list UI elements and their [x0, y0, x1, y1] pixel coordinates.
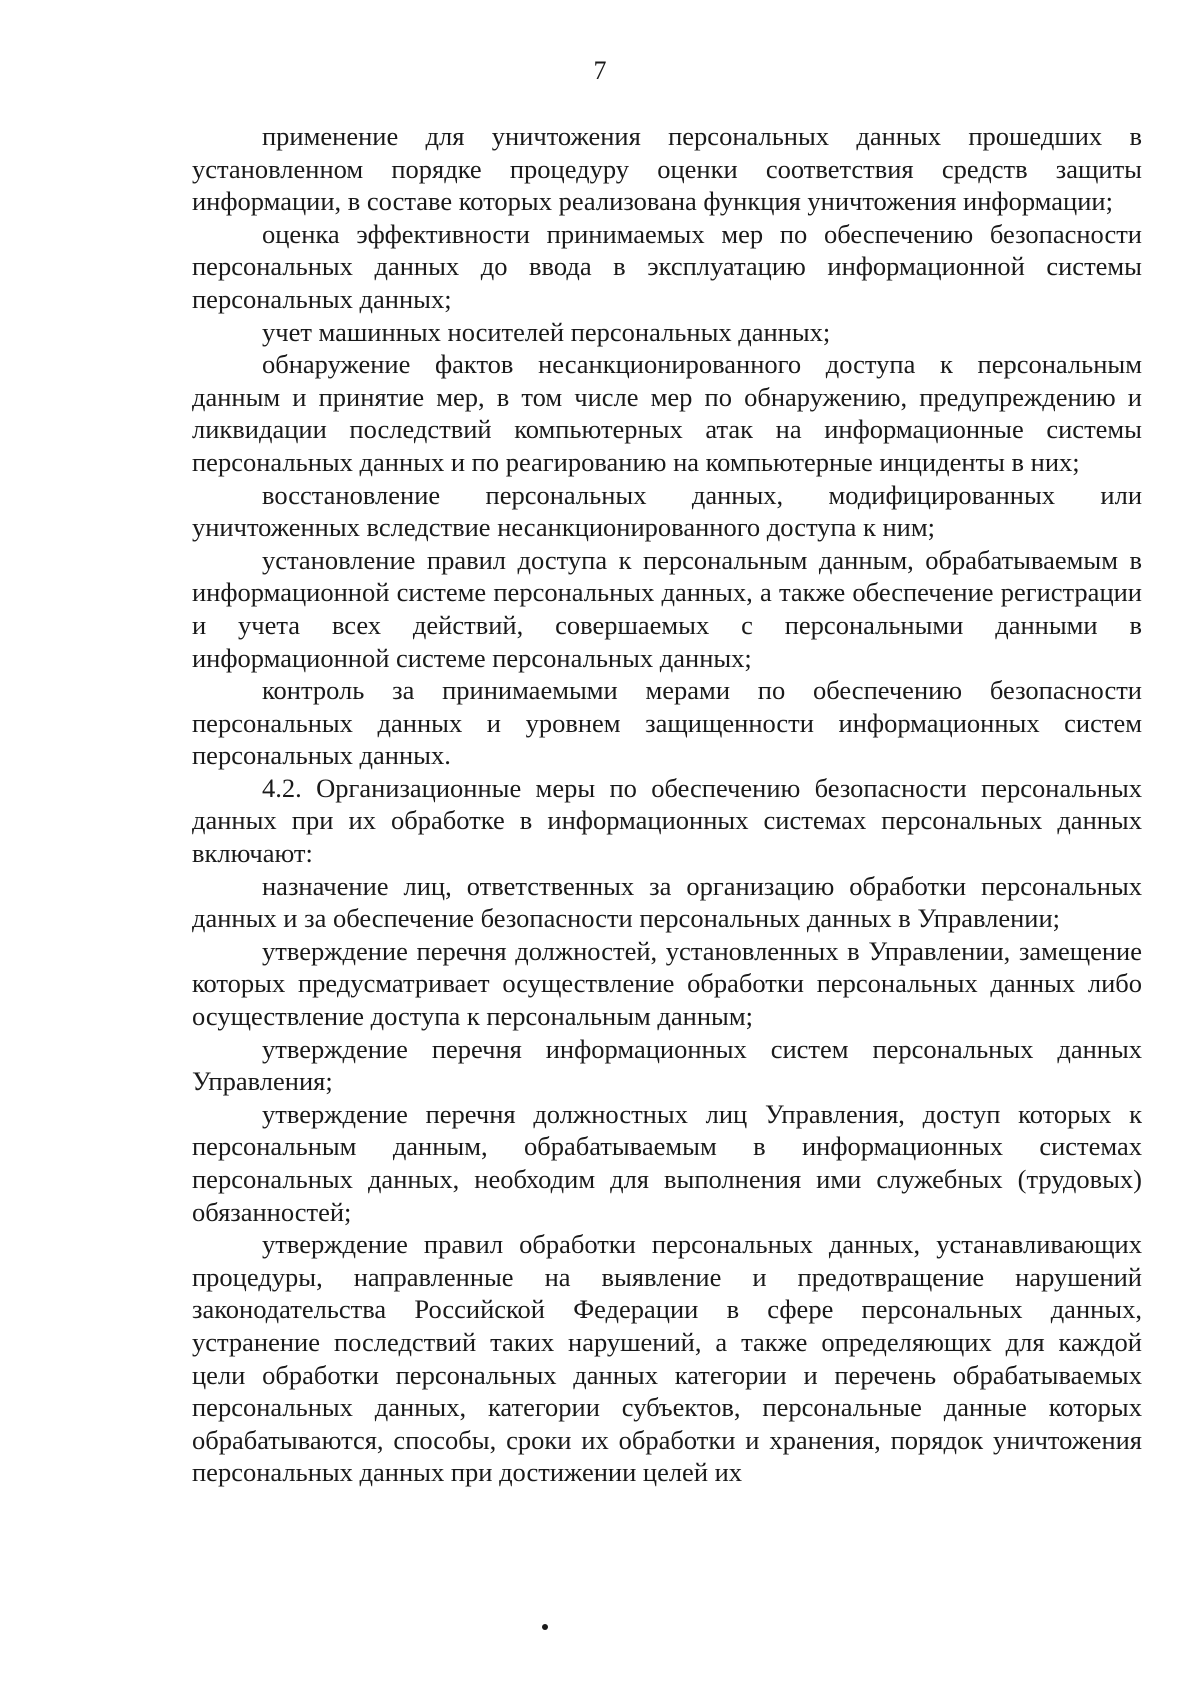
paragraph: восстановление персональных данных, модифицированных или уничтоженных вследствие несанкционированного доступа к ним; [192, 479, 1142, 543]
paragraph: оценка эффективности принимаемых мер по обеспечению безопасности персональных данных до ввода в эксплуатацию информационной системы персональных данных; [192, 218, 1142, 314]
page-number: 7 [593, 56, 607, 85]
paragraph: утверждение перечня должностных лиц Управления, доступ которых к персональным данным, обрабатываемым в информационных системах персональных данных, необходим для выполнения ими служебных (трудовых) обязанностей; [192, 1098, 1142, 1227]
document-body [192, 120, 1142, 1489]
paragraph: применение для уничтожения персональных данных прошедших в установленном порядке процедуру оценки соответствия средств защиты информации, в составе которых реализована функция уничтожения информации; [192, 121, 1142, 217]
paragraph: учет машинных носителей персональных данных; [262, 316, 831, 347]
section-heading-paragraph: 4.2. Организационные меры по обеспечению безопасности персональных данных при их обработке в информационных системах персональных данных включают: [192, 772, 1142, 869]
paragraph: контроль за принимаемыми мерами по обеспечению безопасности персональных данных и уровнем защищенности информационных систем персональных данных. [192, 675, 1142, 771]
scan-dot-mark [542, 1624, 548, 1630]
paragraph: установление правил доступа к персональным данным, обрабатываемым в информационной системе персональных данных, а также обеспечение регистрации и учета всех действий, совершаемых с персональными данными в информационной системе персональных данных; [192, 544, 1142, 673]
paragraph: утверждение перечня должностей, установленных в Управлении, замещение которых предусматривает осуществление обработки персональных данных либо осуществление доступа к персональным данным; [192, 935, 1142, 1032]
paragraph: утверждение перечня информационных систем персональных данных Управления; [192, 1033, 1142, 1097]
paragraph: обнаружение фактов несанкционированного доступа к персональным данным и принятие мер, в том числе мер по обнаружению, предупреждению и ликвидации последствий компьютерных атак на информационные системы персональных данных и по реагированию на компьютерные инциденты в них; [192, 349, 1142, 477]
paragraph: утверждение правил обработки персональных данных, устанавливающих процедуры, направленные на выявление и предотвращение нарушений законодательства Российской Федерации в сфере персональных данных, устранение последствий таких нарушений, а также определяющих для каждой цели обработки персональных данных категории и перечень обрабатываемых персональных данных, категории субъектов, персональные данные которых обрабатываются, способы, сроки их обработки и хранения, порядок уничтожения персональных данных при достижении целей их [192, 1229, 1142, 1488]
paragraph: назначение лиц, ответственных за организацию обработки персональных данных и за обеспечение безопасности персональных данных в Управлении; [192, 870, 1142, 934]
